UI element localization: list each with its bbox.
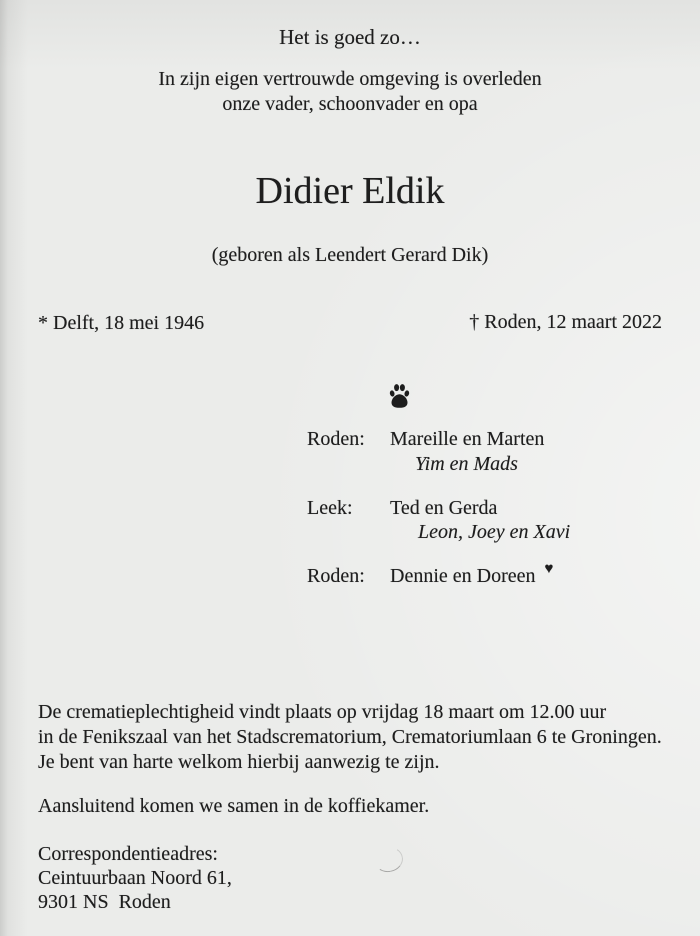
birth-name: (geboren als Leendert Gerard Dik) — [211, 244, 489, 266]
family-names — [390, 561, 554, 588]
family-place: Leek: — [307, 497, 353, 519]
ceremony-line-1: De crematieplechtigheid vindt plaats op vrijdag 18 maart om 12.00 uur — [38, 701, 607, 723]
death-place-date: † Roden, 12 maart 2022 — [469, 311, 662, 333]
gathering-line: Aansluitend komen we samen in de koffiekamer. — [38, 795, 430, 817]
birth-place-date: * Delft, 18 mei 1946 — [38, 312, 205, 334]
ceremony-line-2: in de Fenikszaal van het Stadscrematorium, Crematoriumlaan 6 te Groningen. — [38, 726, 662, 748]
family-children: Yim en Mads — [415, 453, 518, 475]
deceased-name: Didier Eldik — [255, 170, 445, 212]
paw-print-icon — [389, 383, 410, 410]
scan-artifact — [372, 845, 405, 875]
family-children: Leon, Joey en Xavi — [418, 521, 571, 543]
family-names-text: Dennie en Doreen — [390, 565, 536, 587]
ceremony-line-3: Je bent van harte welkom hierbij aanwezig te zijn. — [38, 751, 440, 773]
family-row — [307, 427, 667, 451]
family-row — [307, 496, 667, 520]
intro-line-1: In zijn eigen vertrouwde omgeving is overleden — [158, 68, 542, 90]
correspondence-address-street: Ceintuurbaan Noord 61, — [38, 867, 232, 889]
correspondence-address-city: 9301 NS Roden — [38, 891, 171, 913]
heart-icon: ♥ — [544, 561, 554, 577]
family-names: Ted en Gerda — [390, 497, 498, 519]
family-place: Roden: — [307, 428, 365, 450]
intro-line-2: onze vader, schoonvader en opa — [222, 93, 478, 115]
family-names: Mareille en Marten — [390, 428, 545, 450]
correspondence-label: Correspondentieadres: — [38, 843, 218, 865]
family-row — [307, 561, 687, 588]
ceremony-paragraph — [38, 700, 678, 775]
family-place: Roden: — [307, 565, 365, 587]
opening-line: Het is goed zo… — [279, 25, 421, 49]
